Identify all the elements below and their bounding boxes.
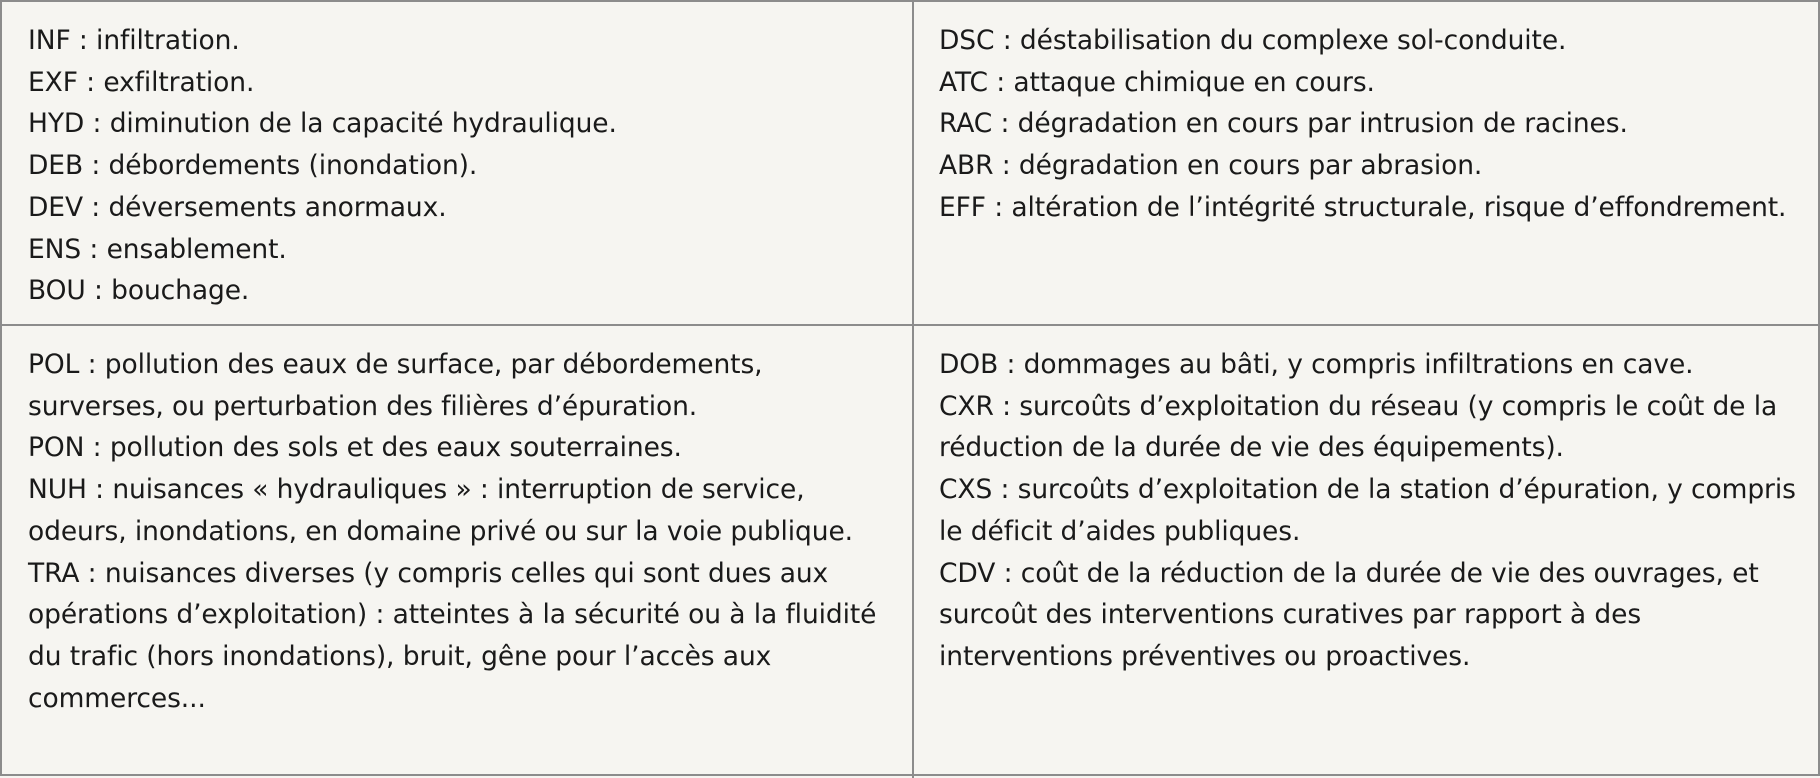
code-entry-pon: PON : pollution des sols et des eaux souterraines. [28, 432, 682, 464]
code-entry-nuh: NUH : nuisances « hydrauliques » : interruption de service, odeurs, inondations, en domaine privé ou sur la voie publique. [28, 474, 853, 547]
table-cell-row2-left [28, 344, 888, 719]
column-divider [912, 2, 914, 778]
code-entry-hyd: HYD : diminution de la capacité hydraulique. [28, 108, 617, 140]
table-cell-row1-right [939, 20, 1809, 229]
code-entry-eff: EFF : altération de l’intégrité structurale, risque d’effondrement. [939, 191, 1787, 223]
code-entry-cxs: CXS : surcoûts d’exploitation de la station d’épuration, y compris le déficit d’aides publiques. [939, 474, 1796, 547]
table-cell-row2-right [939, 344, 1809, 678]
code-entry-inf: INF : infiltration. [28, 25, 240, 56]
row-divider [2, 324, 1820, 326]
code-entry-deb: DEB : débordements (inondation). [28, 150, 478, 182]
code-entry-pol: POL : pollution des eaux de surface, par débordements, surverses, ou perturbation des filières d’épuration. [28, 349, 763, 422]
code-entry-abr: ABR : dégradation en cours par abrasion. [939, 150, 1483, 182]
code-entry-atc: ATC : attaque chimique en cours. [939, 66, 1375, 98]
code-entry-dob: DOB : dommages au bâti, y compris infiltrations en cave. [939, 349, 1694, 380]
code-entry-ens: ENS : ensablement. [28, 233, 287, 265]
code-entry-cdv: CDV : coût de la réduction de la durée de vie des ouvrages, et surcoût des interventions curatives par rapport à des interventions préventives ou proactives. [939, 557, 1759, 672]
code-entry-cxr: CXR : surcoûts d’exploitation du réseau (y compris le coût de la réduction de la durée de vie des équipements). [939, 390, 1778, 464]
table-cell-row1-left [28, 20, 898, 312]
code-entry-exf: EXF : exfiltration. [28, 66, 255, 98]
code-entry-rac: RAC : dégradation en cours par intrusion de racines. [939, 108, 1628, 140]
code-entry-dev: DEV : déversements anormaux. [28, 191, 447, 223]
code-entry-bou: BOU : bouchage. [28, 275, 250, 307]
code-entry-tra: TRA : nuisances diverses (y compris celles qui sont dues aux opérations d’exploitation) : atteintes à la sécurité ou à la fluidité du trafic (hors inondations), bruit, gêne pour l’accès aux commerces... [28, 557, 877, 714]
code-entry-dsc: DSC : déstabilisation du complexe sol-conduite. [939, 25, 1567, 56]
